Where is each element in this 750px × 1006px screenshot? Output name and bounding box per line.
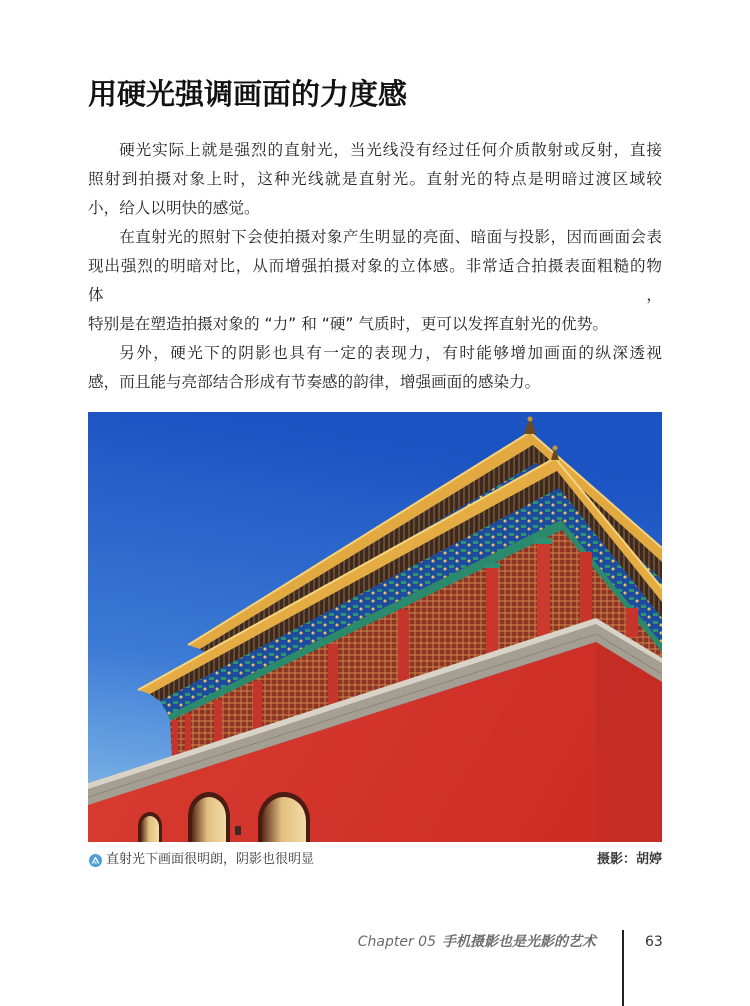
text-line: 硬光实际上就是强烈的直射光，当光线没有经过任何介质散射或反射，直接: [119, 141, 662, 159]
figure-caption: [89, 851, 314, 869]
body-text: [88, 136, 662, 398]
figure-photo: [88, 412, 662, 842]
column: [214, 700, 222, 743]
paragraph-2: [88, 223, 662, 339]
column: [185, 714, 191, 753]
chapter-number: Chapter 05: [357, 934, 436, 950]
column: [486, 567, 498, 658]
caption-triangle-icon: [89, 854, 102, 867]
lamp: [235, 826, 241, 835]
text-line: 在直射光的照射下会使拍摄对象产生明显的亮面、暗面与投影，因而画面会表: [119, 228, 662, 246]
text-line: 感，而且能与亮部结合形成有节奏感的韵律，增强画面的感染力。: [88, 373, 541, 391]
chapter-title: 手机摄影也是光影的艺术: [442, 934, 596, 950]
section-title: 用硬光强调画面的力度感: [88, 77, 408, 111]
text-line: 小，给人以明快的感觉。: [88, 199, 260, 217]
column: [328, 644, 338, 707]
text-line: 另外，硬光下的阴影也具有一定的表现力，有时能够增加画面的纵深透视: [119, 344, 662, 362]
caption-text: 直射光下画面很明朗，阴影也很明显: [106, 852, 315, 867]
column: [580, 552, 592, 627]
running-footer: [358, 932, 596, 952]
footer-divider: [622, 930, 624, 1006]
photo-credit: 摄影：胡婷: [596, 852, 662, 867]
paragraph-1: [88, 136, 662, 223]
column: [253, 681, 262, 731]
column: [626, 608, 638, 637]
column: [172, 720, 178, 757]
paragraph-3: [88, 339, 662, 397]
text-line: 特别是在塑造拍摄对象的 “力” 和 “硬” 气质时，更可以发挥直射光的优势。: [88, 315, 608, 333]
page-number: 63: [645, 934, 663, 950]
column: [537, 542, 550, 641]
text-line: 现出强烈的明暗对比，从而增强拍摄对象的立体感。非常适合拍摄表面粗糙的物体，: [88, 257, 662, 304]
text-line: 照射到拍摄对象上时，这种光线就是直射光。直射光的特点是明暗过渡区域较: [88, 170, 662, 188]
photo-palace-gate-tower: [88, 412, 662, 842]
column: [398, 610, 409, 685]
